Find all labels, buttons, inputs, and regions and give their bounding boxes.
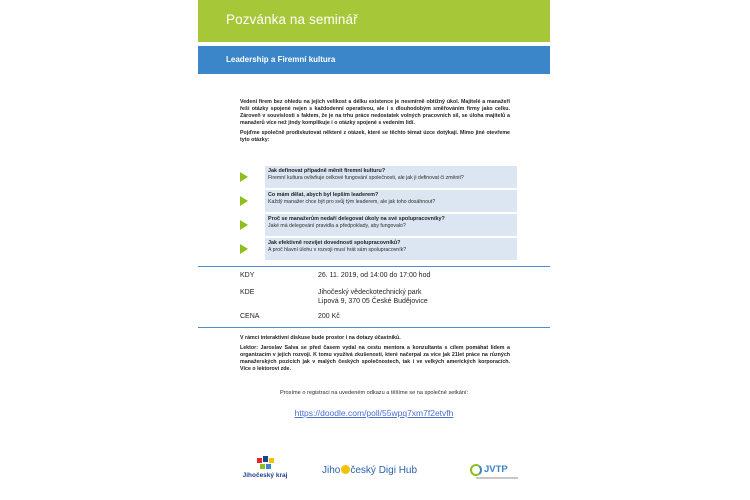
- hub-name-start: Jiho: [322, 465, 341, 476]
- where-label: KDE: [240, 289, 255, 296]
- jvtp-logo: [470, 462, 516, 484]
- where-value-line2: Lipová 9, 370 05 České Budějovice: [318, 298, 428, 305]
- question-box: [265, 190, 517, 212]
- jvtp-name: JVTP: [484, 464, 508, 475]
- question-title: Co mám dělat, abych byl lepším leaderem?: [268, 192, 379, 198]
- divider: [198, 266, 550, 267]
- jvtp-ring-icon: [470, 464, 482, 476]
- digi-hub-logo: [322, 465, 417, 476]
- intro-paragraph: Vedení firem bez ohledu na jejich velikost a délku existence je nesmírně obtížný úkol. Majitelé a manažeři řeší otázky spojené nejen s každodenní operativou, ale i s dlouhodobým směřováním firmy jako celku. Zároveň v souvislosti s faktem, že je na trhu práce nedostatek volných pracovních sil, se úloha majitelů a manažerů více než jindy komplikuje i o otázky spojené s vedením lidí.: [240, 99, 510, 127]
- seminar-subtitle: Leadership a Firemní kultura: [226, 55, 336, 64]
- arrow-right-icon: [240, 172, 248, 182]
- page-title: Pozvánka na seminář: [226, 12, 358, 27]
- where-value-line1: Jihočeský vědeckotechnický park: [318, 289, 422, 296]
- intro-paragraph: Pojďme společně prodiskutovat některé z otázek, které se těchto témat úzce dotýkají. Mimo jiné otevřeme tyto otázky:: [240, 130, 510, 144]
- question-item: [240, 190, 518, 212]
- arrow-right-icon: [240, 196, 248, 206]
- question-text: A proč hlavní úlohu v rozvoji musí hrát sám spolupracovník?: [268, 247, 407, 253]
- registration-link[interactable]: https://doodle.com/poll/55wpq7xm7f2etvfh: [294, 408, 454, 418]
- question-text: Firemní kultura ovlivňuje celkové fungování společnosti, ale jak ji definovat či změnit?: [268, 175, 464, 181]
- question-box: [265, 166, 517, 188]
- divider: [198, 327, 550, 328]
- question-title: Jak definovat případně měnit firemní kulturu?: [268, 168, 386, 174]
- hub-name-end: český Digi Hub: [350, 465, 418, 476]
- lecturer-bio: Lektor: Jaroslav Salva se před časem vydal na cestu mentora a konzultanta s cílem pomáhat lidem a organizacím v jejich rozvoji. K tomu využívá zkušenosti, které načerpal za více jak 21let práce na různých manažerských pozicích jak v malých českých společnostech, tak i ve velkých amerických korporacích. Více o lektorovi zde.: [240, 345, 510, 373]
- arrow-right-icon: [240, 244, 248, 254]
- question-box: [265, 214, 517, 236]
- when-label: KDY: [240, 272, 255, 279]
- jihocesky-kraj-logo: [240, 455, 290, 485]
- sun-icon: [341, 465, 350, 474]
- question-text: Každý manažer chce být pro svůj tým leaderem, ale jak toho dosáhnout?: [268, 199, 436, 205]
- discussion-note: V rámci interaktivní diskuse bude prostor i na dotazy účastníků.: [240, 335, 401, 341]
- question-title: Jak efektivně rozvíjet dovednosti spolupracovníků?: [268, 240, 401, 246]
- arrow-right-icon: [240, 220, 248, 230]
- intro-text: [240, 99, 510, 148]
- question-text: Jaké má delegování pravidla a předpoklady, aby fungovalo?: [268, 223, 406, 229]
- kraj-name: Jihočeský kraj: [242, 472, 288, 479]
- question-item: [240, 166, 518, 188]
- price-label: CENA: [240, 313, 260, 320]
- question-box: [265, 238, 517, 260]
- title-bar: [198, 0, 550, 42]
- registration-text: Prosíme o registraci na uvedeném odkazu a těšíme se na společné setkání:: [279, 390, 469, 396]
- jvtp-tagline-bar: [476, 477, 518, 479]
- question-item: [240, 214, 518, 236]
- price-value: 200 Kč: [318, 313, 340, 320]
- subtitle-bar: [198, 46, 550, 74]
- question-item: [240, 238, 518, 260]
- lecturer-text: [240, 335, 510, 376]
- invitation-page: [198, 0, 550, 500]
- kraj-emblem-icon: [255, 455, 277, 471]
- question-title: Proč se manažerům nedaří delegovat úkoly na své spolupracovníky?: [268, 216, 445, 222]
- when-value: 26. 11. 2019, od 14:00 do 17:00 hod: [318, 272, 431, 279]
